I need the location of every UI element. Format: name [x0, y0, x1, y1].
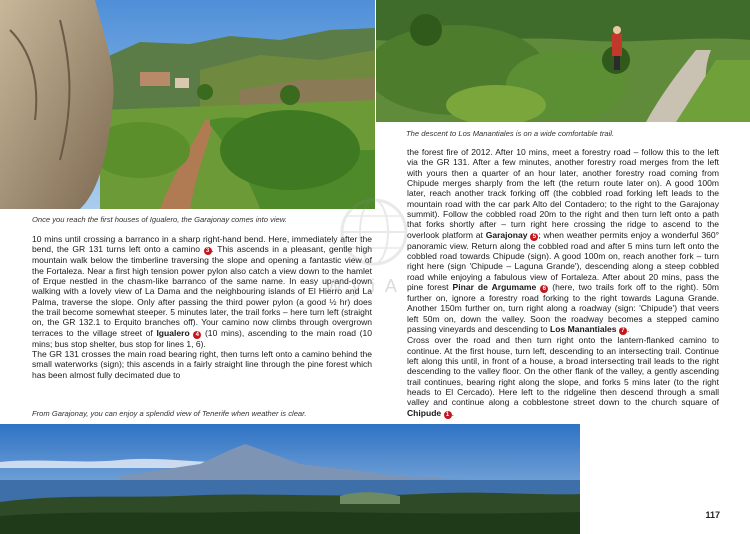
- photo-tenerife-view: [0, 424, 580, 534]
- right-paragraph-1: [407, 147, 719, 335]
- text-run: (10 mins), ascending to the main road (10 mins; bus stop shelter, bus stop for lines 1, 6).: [32, 327, 372, 349]
- caption-igualero: Once you reach the first houses of Igualero, the Garajonay comes into view.: [32, 215, 287, 224]
- text-run: .: [451, 407, 454, 418]
- text-run: . This ascends in a pleasant, gentle high mountain walk below the timberline traversing the slope and opening a fantastic view of the Fortaleza. Near a first high tension power pylon also catch a view down to the hamlet of Erque nestled in the chasm-like barranco of the same name. In easy up-and-down walking with a lovely view of La Dama and the neighbouring islands of El Hierro and La Palma, traverse the slope. Only after passing the third power pylon (a good ½ hr) does the trail become somewhat steeper. 5 minutes later, the trail forks – here turn left (straight on, the GR 132.1 to Erquito branches off). Your camino now climbs through overgrown terraces to the village street of: [32, 244, 372, 338]
- waypoint-marker: 6: [540, 285, 548, 293]
- watermark-text: WyiA: [325, 276, 407, 296]
- text-run: .: [626, 324, 630, 335]
- text-run: The GR 131 crosses the main road bearing right, then turns left onto a camino behind the small waterworks (sign); this ascends in a fairly straight line through the pine forest which has been almost fully decimated due to: [32, 349, 372, 380]
- photo-los-manantiales-trail: [376, 0, 750, 122]
- text-run: 10 mins until crossing a barranco in a sharp right-hand bend. Here, immediately after the bend, the GR 131 turns left onto a camino: [32, 234, 372, 255]
- page-number: 117: [705, 510, 720, 520]
- left-paragraph-1: [32, 234, 372, 349]
- text-run: Cross over the road and then turn right onto the lantern-flanked camino to continue. At the first house, turn left, descending to an intersecting trail. Continue left along this until, in front of a house, a broad intersecting trail leads to the right descending to the valley floor. On the other flank of the valley, a gently ascending trail continues, bearing right along the slope, and forks 5 mins later (to the right heads to El Cercado). Here left to the ridgeline then descend through a small valley and continue along a cobblestone street down to the church square of: [407, 335, 719, 408]
- place-name: Igualero: [156, 327, 190, 338]
- photo-igualero-art: [0, 0, 375, 209]
- right-column: [407, 147, 719, 419]
- place-name: Los Manantiales: [550, 324, 617, 335]
- waypoint-marker: 5: [530, 233, 538, 241]
- left-column: [32, 234, 372, 380]
- right-paragraph-2: [407, 335, 719, 418]
- photo-igualero: [0, 0, 375, 209]
- waypoint-marker: 7: [619, 327, 627, 335]
- caption-tenerife: From Garajonay, you can enjoy a splendid view of Tenerife when weather is clear.: [32, 409, 307, 418]
- place-name: Garajonay: [485, 229, 528, 240]
- photo-trail-art: [376, 0, 750, 122]
- text-run: the forest fire of 2012. After 10 mins, meet a forestry road – follow this to the left via the GR 131. After a few minutes, another forestry road merges from the left with yours then a quarter of an hour later, another forestry road coming from Chipude merges sharply from the left (the return route later on). A good 100m later, reach another track forking off (the cobbled road forking left leads to the mountain road with the car park Alto del Contadero; to the right to the Garajonay summit). Follow the cobbled road 20m to the right and then turn left onto a path that forks shortly after – turn right here crossing the ridge to ascend to the overlook platform at: [407, 147, 719, 240]
- left-paragraph-2: [32, 349, 372, 380]
- text-run: (here, two trails fork off to the right). 50m further on, ignore a forestry road forking to the right towards Laguna Grande. Another 150m further on, turn right along a roadway (sign: 'Chipude') that veers left 50m on, down the valley. Soon the roadway becomes a stepped camino passing vineyards and descending to: [407, 282, 720, 335]
- waypoint-marker: 4: [193, 331, 201, 339]
- place-name: Chipude: [407, 407, 442, 418]
- place-name: Pinar de Argumame: [452, 282, 537, 293]
- waypoint-marker: 3: [204, 247, 212, 255]
- photo-tenerife-art: [0, 424, 580, 534]
- waypoint-marker: 1: [444, 411, 452, 419]
- text-run: ; when weather permits enjoy a wonderful 360° panoramic view. Return along the cobbled road and after 5 mins turn left onto the cobbled road towards Chipude (sign). A good 100m on, reach another fork – turn right here (sign 'Chipude – Laguna Grande'), descending along a steep cobbled road while enjoying a fabulous view of Fortaleza. After about 20 mins, pass the pine forest: [407, 229, 719, 293]
- caption-los-manantiales: The descent to Los Manantiales is on a wide comfortable trail.: [406, 129, 615, 138]
